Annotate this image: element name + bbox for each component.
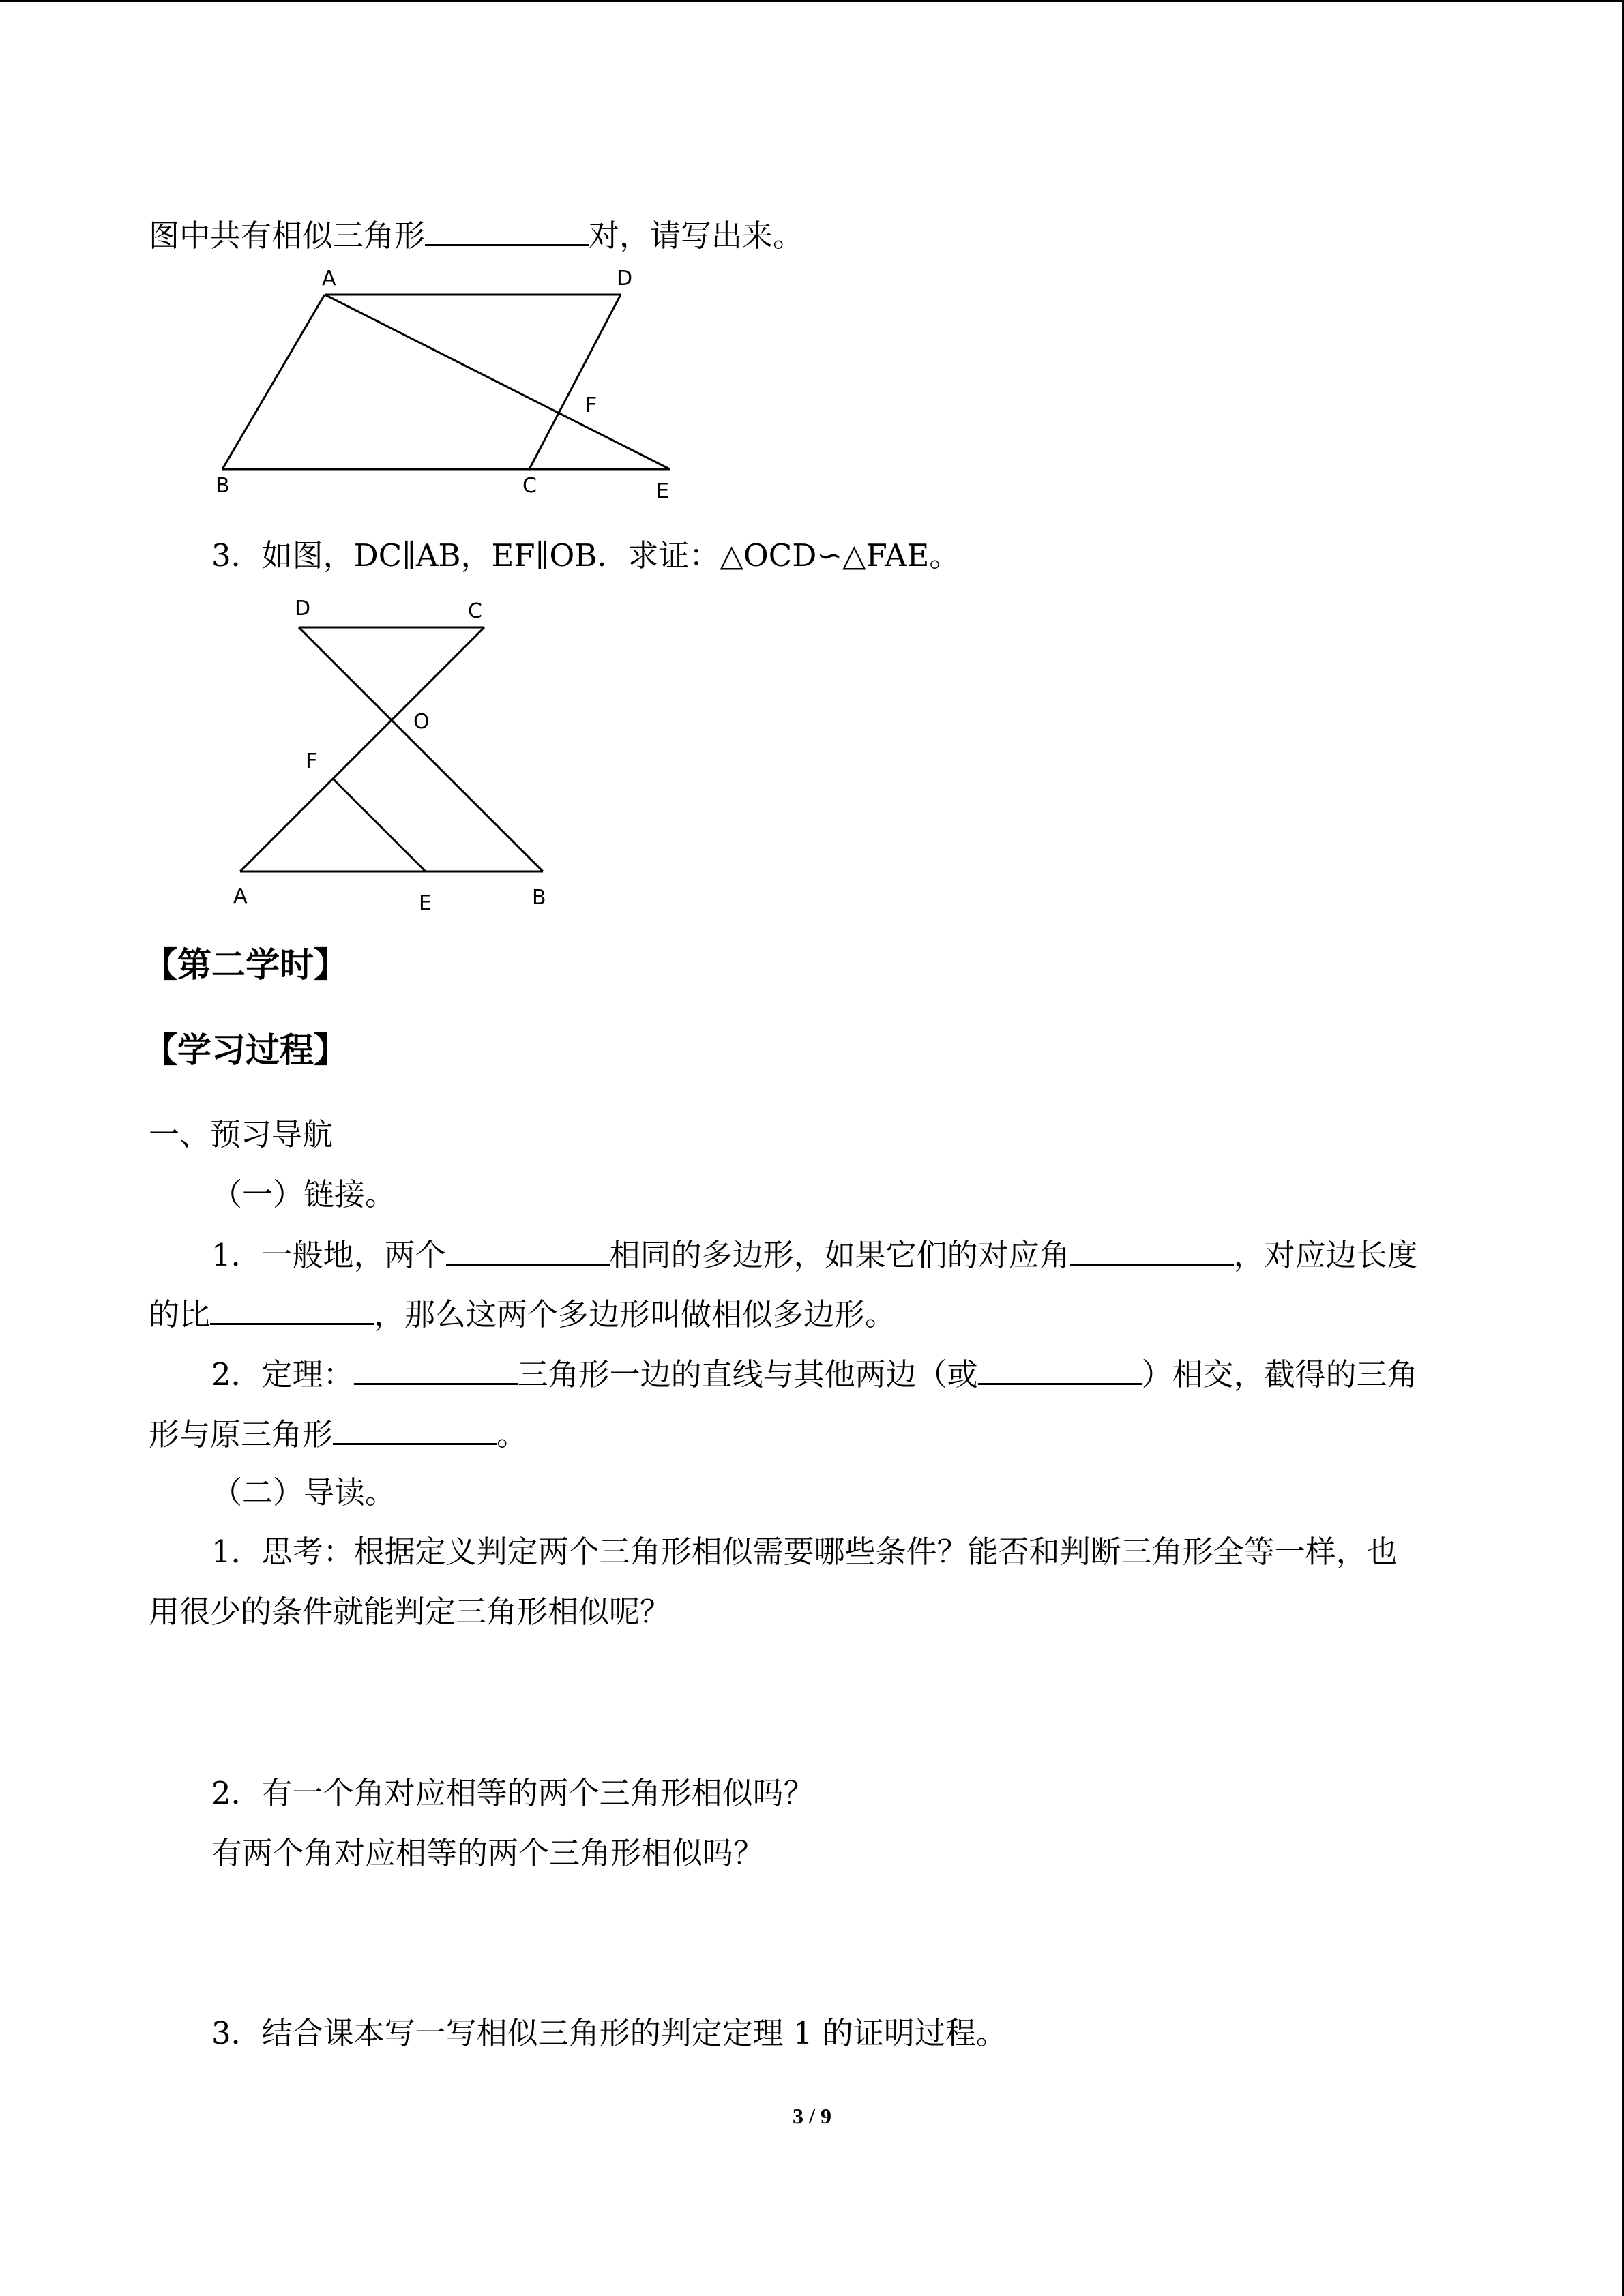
item-1-blank-2[interactable] (1070, 1234, 1234, 1266)
question-3: 3．如图，DC∥AB，EF∥OB．求证：△OCD∽△FAE。 (211, 537, 960, 573)
think-1-line-1: 1．思考：根据定义判定两个三角形相似需要哪些条件？能否和判断三角形全等一样，也 (211, 1534, 1398, 1570)
label-d: D (295, 597, 311, 621)
answer-blank[interactable] (425, 214, 589, 246)
figure-hourglass-svg (218, 586, 573, 921)
figure-parallelogram-svg (205, 266, 696, 511)
item-2-blank-1[interactable] (354, 1353, 518, 1385)
label-a: A (233, 884, 248, 908)
label-c: C (522, 474, 537, 498)
segment-ca (240, 627, 484, 871)
question-pairs (149, 214, 803, 256)
segment-fe (333, 779, 426, 871)
label-c: C (468, 599, 482, 623)
item-2-text-d: 形与原三角形 (149, 1416, 334, 1452)
item-1-text-c: ，对应边长度 (1233, 1237, 1418, 1273)
heading-process: 【学习过程】 (143, 1030, 348, 1070)
item-2-text-a: 2．定理： (211, 1356, 354, 1392)
preview-link: （一）链接。 (211, 1176, 396, 1212)
label-e: E (419, 891, 432, 915)
item-1-blank-1[interactable] (446, 1234, 610, 1266)
preview-title: 一、预习导航 (149, 1116, 334, 1152)
item-1-text-a: 1．一般地，两个 (211, 1237, 446, 1273)
item-2-line-1 (211, 1353, 1418, 1395)
question-pairs-prefix: 图中共有相似三角形 (149, 218, 426, 254)
item-2-blank-2[interactable] (978, 1353, 1142, 1385)
segment-db (299, 627, 543, 871)
item-1-line-2 (149, 1293, 896, 1335)
think-2-line-1: 2．有一个角对应相等的两个三角形相似吗？ (211, 1775, 814, 1811)
think-3: 3．结合课本写一写相似三角形的判定定理 1 的证明过程。 (211, 2015, 1007, 2051)
item-1-line-1 (211, 1234, 1418, 1276)
think-1-line-2: 用很少的条件就能判定三角形相似呢？ (149, 1594, 671, 1630)
item-1-text-e: ，那么这两个多边形叫做相似多边形。 (374, 1296, 896, 1332)
label-d: D (617, 267, 633, 290)
label-b: B (216, 474, 230, 498)
label-f: F (585, 393, 597, 417)
heading-lesson: 【第二学时】 (143, 944, 348, 985)
label-b: B (532, 886, 546, 910)
item-2-line-2 (149, 1413, 527, 1455)
segment-dc (529, 295, 621, 469)
page-number: 3 / 9 (793, 2104, 831, 2128)
segment-ae (325, 295, 670, 469)
think-2-line-2: 有两个角对应相等的两个三角形相似吗？ (211, 1835, 765, 1871)
label-a: A (322, 267, 336, 290)
item-1-text-d: 的比 (149, 1296, 211, 1332)
label-e: E (656, 479, 669, 503)
label-o: O (413, 710, 430, 734)
item-2-text-b: 三角形一边的直线与其他两边（或 (517, 1356, 978, 1392)
preview-guide: （二）导读。 (211, 1474, 396, 1510)
figure-parallelogram (205, 266, 696, 514)
item-1-blank-3[interactable] (210, 1293, 374, 1325)
item-2-blank-3[interactable] (333, 1413, 497, 1445)
item-1-text-b: 相同的多边形，如果它们的对应角 (609, 1237, 1070, 1273)
figure-hourglass (218, 586, 573, 923)
item-2-text-e: 。 (497, 1416, 528, 1452)
segment-ab (222, 295, 325, 469)
item-2-text-c: ）相交，截得的三角 (1141, 1356, 1418, 1392)
question-pairs-suffix: 对，请写出来。 (589, 218, 804, 254)
label-f: F (306, 749, 318, 773)
